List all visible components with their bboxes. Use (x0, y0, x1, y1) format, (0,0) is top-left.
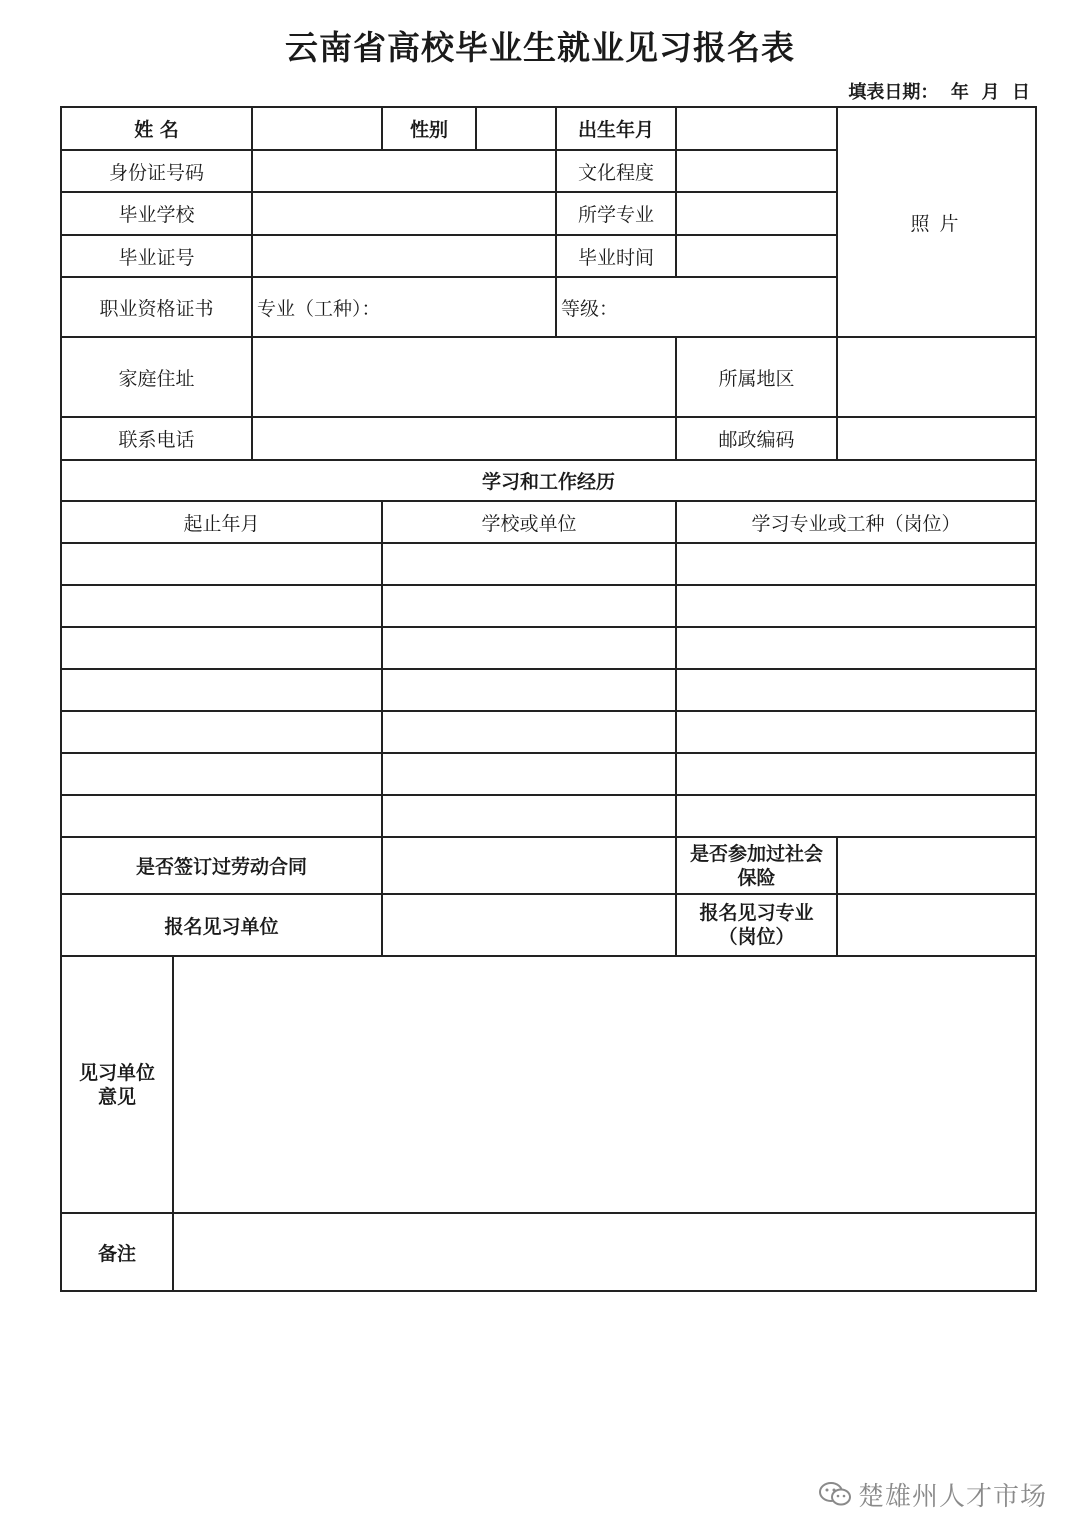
history-cell (676, 627, 1036, 669)
history-cell (61, 795, 382, 837)
label-opinion: 见习单位意见 (61, 956, 173, 1213)
wechat-icon (818, 1480, 852, 1508)
history-cell (61, 543, 382, 585)
history-cell (382, 627, 676, 669)
row-phone (61, 417, 1036, 460)
history-cell (382, 543, 676, 585)
form-title: 云南省高校毕业生就业见习报名表 (285, 28, 795, 67)
history-row (61, 711, 1036, 753)
history-row (61, 669, 1036, 711)
label-region: 所属地区 (676, 337, 837, 417)
label-major: 所学专业 (556, 192, 676, 235)
field-major (676, 192, 837, 235)
history-cell (61, 711, 382, 753)
label-education: 文化程度 (556, 150, 676, 192)
fill-date: 填表日期： 年 月 日 (848, 82, 1030, 103)
label-social-insurance: 是否参加过社会保险 (676, 837, 837, 894)
label-grad-time: 毕业时间 (556, 235, 676, 277)
history-col-major: 学习专业或工种（岗位） (676, 501, 1036, 543)
history-cell (676, 669, 1036, 711)
field-education (676, 150, 837, 192)
field-gender (476, 107, 556, 150)
row-opinion (61, 956, 1036, 1213)
label-qualification: 职业资格证书 (61, 277, 252, 337)
history-row (61, 543, 1036, 585)
field-region (837, 337, 1036, 417)
history-cell (61, 585, 382, 627)
history-row (61, 627, 1036, 669)
history-cell (382, 585, 676, 627)
label-id-number: 身份证号码 (61, 150, 252, 192)
field-phone (252, 417, 676, 460)
history-cell (382, 795, 676, 837)
history-cell (676, 543, 1036, 585)
field-labor-contract (382, 837, 676, 894)
label-school: 毕业学校 (61, 192, 252, 235)
row-history-header (61, 501, 1036, 543)
history-cell (676, 585, 1036, 627)
field-grade: 等级： (556, 277, 837, 337)
photo-box: 照片 (837, 107, 1036, 337)
field-opinion (173, 956, 1036, 1213)
label-birth: 出生年月 (556, 107, 676, 150)
field-cert-no (252, 235, 556, 277)
row-address (61, 337, 1036, 417)
field-name (252, 107, 382, 150)
history-cell (382, 711, 676, 753)
history-cell (676, 753, 1036, 795)
label-labor-contract: 是否签订过劳动合同 (61, 837, 382, 894)
field-postcode (837, 417, 1036, 460)
row-apply (61, 894, 1036, 956)
history-section-title: 学习和工作经历 (61, 460, 1036, 501)
label-address: 家庭住址 (61, 337, 252, 417)
field-id-number (252, 150, 556, 192)
row-contract (61, 837, 1036, 894)
field-apply-major (837, 894, 1036, 956)
row-history-title (61, 460, 1036, 501)
field-social-insurance (837, 837, 1036, 894)
field-remarks (173, 1213, 1036, 1291)
field-grad-time (676, 235, 837, 277)
label-remarks: 备注 (61, 1213, 173, 1291)
label-apply-major: 报名见习专业（岗位） (676, 894, 837, 956)
history-cell (676, 795, 1036, 837)
field-school (252, 192, 556, 235)
history-cell (61, 627, 382, 669)
label-phone: 联系电话 (61, 417, 252, 460)
watermark-text: 楚雄州人才市场 (858, 1482, 1048, 1512)
history-cell (61, 669, 382, 711)
history-col-school: 学校或单位 (382, 501, 676, 543)
history-row (61, 795, 1036, 837)
field-specialty: 专业（工种）： (252, 277, 556, 337)
history-col-period: 起止年月 (61, 501, 382, 543)
field-birth (676, 107, 837, 150)
watermark (818, 1476, 1058, 1512)
history-cell (382, 669, 676, 711)
row-name (61, 107, 1036, 150)
label-postcode: 邮政编码 (676, 417, 837, 460)
history-row (61, 753, 1036, 795)
field-address (252, 337, 676, 417)
label-gender: 性别 (382, 107, 476, 150)
row-remarks (61, 1213, 1036, 1291)
history-cell (676, 711, 1036, 753)
history-cell (382, 753, 676, 795)
history-row (61, 585, 1036, 627)
history-cell (61, 753, 382, 795)
field-apply-unit (382, 894, 676, 956)
label-name: 姓 名 (61, 107, 252, 150)
label-cert-no: 毕业证号 (61, 235, 252, 277)
label-apply-unit: 报名见习单位 (61, 894, 382, 956)
registration-form-table (60, 106, 1037, 1292)
